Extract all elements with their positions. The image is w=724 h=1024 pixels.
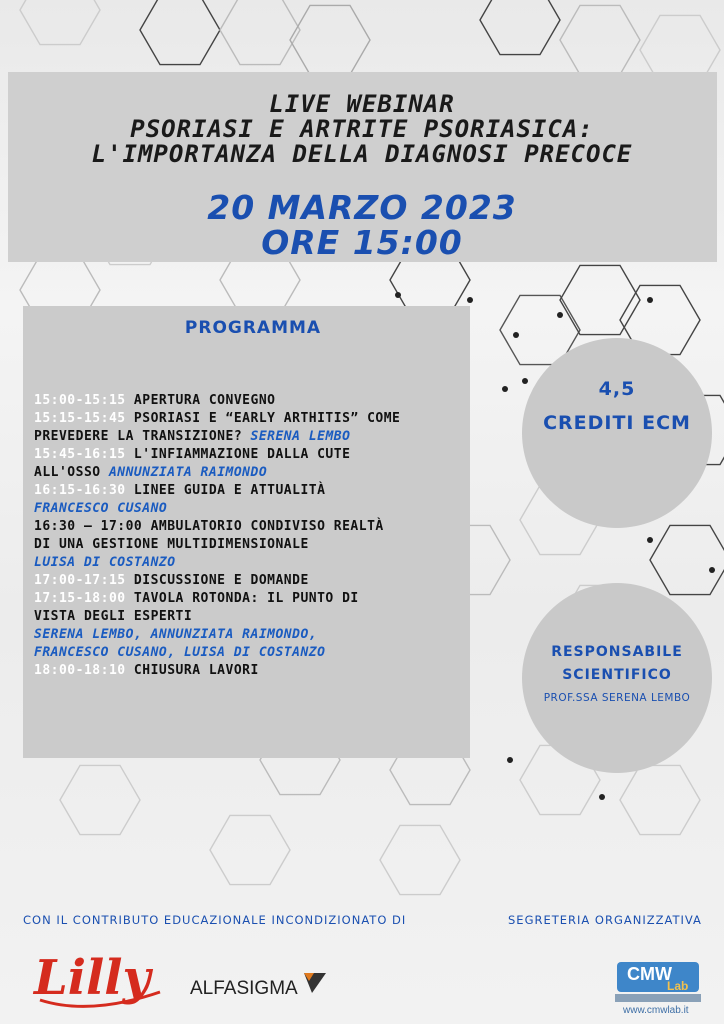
- hexagon-shape: [380, 825, 460, 894]
- speaker-name: SERENA LEMBO, ANNUNZIATA RAIMONDO,: [34, 627, 318, 642]
- hexagon-shape: [290, 5, 370, 74]
- sponsor-caption: CON IL CONTRIBUTO EDUCAZIONALE INCONDIZIONATO DI: [23, 913, 407, 927]
- hexagon-shape: [140, 0, 220, 65]
- network-node: [395, 292, 401, 298]
- program-item: 18:00-18:10 CHIUSURA LAVORI: [34, 663, 259, 678]
- scientifico-label: SCIENTIFICO: [562, 667, 672, 683]
- program-item: ALL'OSSO ANNUNZIATA RAIMONDO: [34, 465, 268, 480]
- event-title-line2: L'IMPORTANZA DELLA DIAGNOSI PRECOCE: [91, 140, 633, 168]
- network-node: [599, 794, 605, 800]
- event-date: 20 MARZO 2023: [207, 188, 517, 227]
- network-node: [557, 312, 563, 318]
- program-item: 17:00-17:15 DISCUSSIONE E DOMANDE: [34, 573, 309, 588]
- speaker-name: LUISA DI COSTANZO: [34, 555, 176, 570]
- secretariat-caption: SEGRETERIA ORGANIZZATIVA: [508, 913, 702, 927]
- program-item: 15:15-15:45 PSORIASI E “EARLY ARTHITIS” COME: [34, 411, 401, 426]
- ecm-value: 4,5: [598, 378, 636, 400]
- hexagon-shape: [20, 0, 100, 45]
- program-item: DI UNA GESTIONE MULTIDIMENSIONALE: [34, 537, 309, 552]
- svg-text:CMW: CMW: [627, 964, 672, 984]
- ecm-label: CREDITI ECM: [543, 412, 691, 434]
- hexagon-shape: [210, 815, 290, 884]
- network-node: [647, 297, 653, 303]
- program-item: PREVEDERE LA TRANSIZIONE? SERENA LEMBO: [34, 429, 351, 444]
- hexagon-shape: [560, 5, 640, 74]
- network-node: [467, 297, 473, 303]
- responsabile-label: RESPONSABILE: [551, 644, 683, 660]
- program-item: VISTA DEGLI ESPERTI: [34, 609, 193, 624]
- program-item: 16:15-16:30 LINEE GUIDA E ATTUALITÀ: [34, 483, 326, 498]
- hexagon-shape: [220, 0, 300, 65]
- hexagon-shape: [620, 765, 700, 834]
- hexagon-shape: [650, 525, 724, 594]
- network-node: [647, 537, 653, 543]
- svg-text:www.cmwlab.it: www.cmwlab.it: [623, 1005, 689, 1016]
- program-item: 16:30 – 17:00 AMBULATORIO CONDIVISO REALTÀ: [34, 519, 384, 534]
- hexagon-shape: [480, 0, 560, 55]
- network-node: [507, 757, 513, 763]
- speaker-name: SERENA LEMBO: [250, 429, 351, 444]
- network-node: [709, 567, 715, 573]
- network-node: [502, 386, 508, 392]
- cmw-lab-logo: [613, 958, 703, 1016]
- speaker-name: FRANCESCO CUSANO, LUISA DI COSTANZO: [34, 645, 326, 660]
- webinar-label: LIVE WEBINAR: [269, 90, 455, 118]
- speaker-name: ANNUNZIATA RAIMONDO: [108, 465, 268, 480]
- network-node: [513, 332, 519, 338]
- event-time: ORE 15:00: [261, 223, 463, 262]
- event-title-line1: PSORIASI E ARTRITE PSORIASICA:: [130, 115, 594, 143]
- program-title: PROGRAMMA: [184, 318, 322, 338]
- svg-text:Lilly: Lilly: [34, 950, 151, 1006]
- lilly-logo: [30, 942, 170, 1014]
- alfasigma-logo: [190, 963, 330, 1003]
- responsabile-name: PROF.SSA SERENA LEMBO: [543, 692, 691, 704]
- program-item: 15:45-16:15 L'INFIAMMAZIONE DALLA CUTE: [34, 447, 351, 462]
- program-item: 17:15-18:00 TAVOLA ROTONDA: IL PUNTO DI: [34, 591, 359, 606]
- svg-text:ALFASIGMA: ALFASIGMA: [190, 978, 298, 999]
- hexagon-shape: [560, 265, 640, 334]
- svg-text:Lab: Lab: [667, 979, 689, 993]
- program-item: 15:00-15:15 APERTURA CONVEGNO: [34, 393, 276, 408]
- hexagon-shape: [60, 765, 140, 834]
- speaker-name: FRANCESCO CUSANO: [34, 501, 168, 516]
